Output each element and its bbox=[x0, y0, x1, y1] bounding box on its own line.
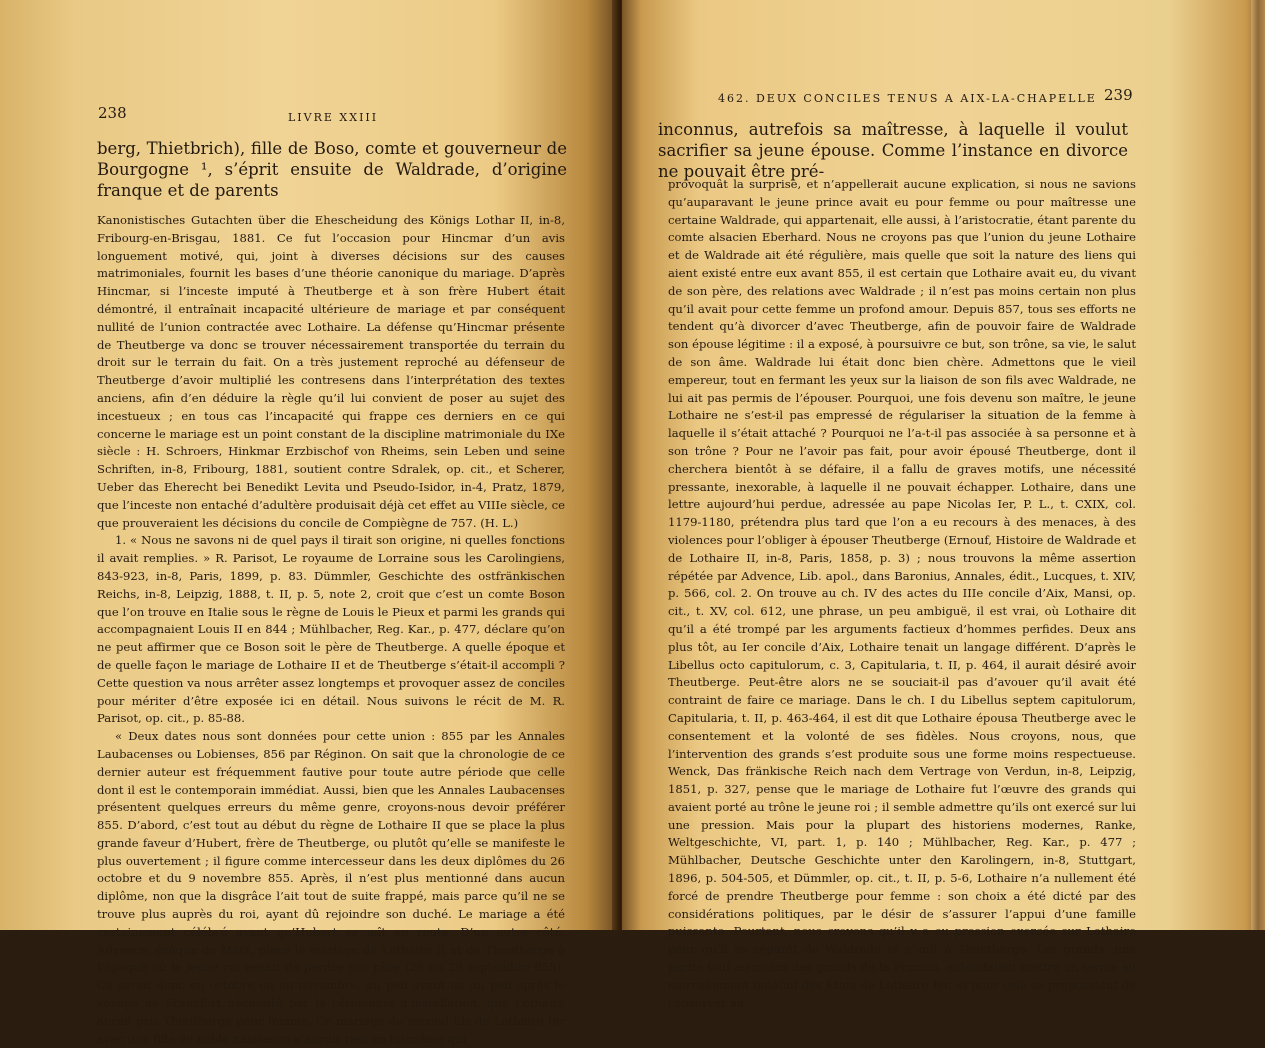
left-page bbox=[0, 0, 618, 1046]
right-running-head: 462. DEUX CONCILES TENUS A AIX-LA-CHAPELLE bbox=[718, 92, 1097, 105]
page-edge bbox=[1251, 0, 1265, 930]
right-main-text: inconnus, autrefois sa maîtresse, à laquelle il voulut sacrifier sa jeune épouse. Comme l’instance en divorce ne pouvait être pré- bbox=[658, 120, 1128, 181]
footnote-1: 1. « Nous ne savons ni de quel pays il tirait son origine, ni quelles fonctions il avait remplies. » R. Parisot, Le royaume de Lorraine sous les Carolingiens, 843-923, in-8, Paris, 1899, p. 83. Dümmler, Geschichte des ostfränkischen Reichs, in-8, Leipzig, 1888, t. II, p. 5, note 2, croit que c’est un comte Boson que l’on trouve en Italie sous le règne de Louis le Pieux et parmi les grands qui accompagnaient Louis II en 844 ; Mühlbacher, Reg. Kar., p. 477, déclare qu’on ne peut affirmer que ce Boson soit le père de Theutberge. A quelle époque et de quelle façon le mariage de Lothaire II et de Theutberge s’était-il accompli ? Cette question va nous arrêter assez longtemps et provoquer assez de conciles pour mériter d’être exposée ici en détail. Nous suivons le récit de M. R. Parisot, op. cit., p. 85-88. bbox=[97, 533, 565, 726]
left-main-text: berg, Thietbrich), fille de Boso, comte et gouverneur de Bourgogne ¹, s’éprit ensuite de Waldrade, d’origine franque et de parents bbox=[97, 139, 567, 200]
footnote-continuation: provoquât la surprise, et n’appellerait aucune explication, si nous ne savions qu’auparavant le jeune prince avait eu pour femme ou pour maîtresse une certaine Waldrade, qui appartenait, elle aussi, à l’aristocratie, étant parente du comte alsacien Eberhard. Nous ne croyons pas que l’union du jeune Lothaire et de Waldrade ait été régulière, mais quelle que soit la nature des liens qui aient existé entre eux avant 855, il est certain que Lothaire avait eu, du vivant de son père, des relations avec Waldrade ; il n’est pas moins certain non plus qu’il avait pour cette femme un profond amour. Depuis 857, tous ses efforts ne tendent qu’à divorcer d’avec Theutberge, afin de pouvoir faire de Waldrade son épouse légitime : il a exposé, à poursuivre ce but, son trône, sa vie, le salut de son âme. Waldrade lui était donc bien chère. Admettons que le vieil empereur, tout en fermant les yeux sur la liaison de son fils avec Waldrade, ne lui ait pas permis de l’épouser. Pourquoi, une fois devenu son maître, le jeune Lothaire ne s’est-il pas empressé de régulariser la situation de la femme à laquelle il s’était attaché ? Pourquoi ne l’a-t-il pas associée à sa personne et à son trône ? Pour ne l’avoir pas fait, pour avoir épousé Theutberge, dont il cherchera bientôt à se défaire, il a fallu de graves motifs, une nécessité pressante, inexorable, à laquelle il ne pouvait échapper. Lothaire, dans une lettre aujourd’hui perdue, adressée au pape Nicolas Ier, P. L., t. CXIX, col. 1179-1180, prétendra plus tard que l’on a eu recours à des menaces, à des violences pour l’obliger à épouser Theutberge (Ernouf, Histoire de Waldrade et de Lothaire II, in-8, Paris, 1858, p. 3) ; nous trouvons la même assertion répétée par Advence, Lib. apol., dans Baronius, Annales, édit., Lucques, t. XIV, p. 566, col. 2. On trouve au ch. IV des actes du IIIe concile d’Aix, Mansi, op. cit., t. XV, col. 612, une phrase, un peu ambiguë, il est vrai, où Lothaire dit qu’il a été trompé par les arguments factieux d’hommes perfides. Deux ans plus tôt, au Ier concile d’Aix, Lothaire tenait un langage différent. D’après le Libellus octo capitulorum, c. 3, Capitularia, t. II, p. 464, il aurait désiré avoir Theutberge. Peut-être alors ne se souciait-il pas d’avouer qu’il avait été contraint de faire ce mariage. Dans le ch. I du Libellus septem capitulorum, Capitularia, t. II, p. 463-464, il est dit que Lothaire épousa Theutberge avec le consentement et la volonté de ses fidèles. Nous croyons, nous, que l’intervention des grands s’est produite sous une forme moins respectueuse. Wenck, Das fränkische Reich nach dem Vertrage von Verdun, in-8, Leipzig, 1851, p. 327, pense que le mariage de Lothaire fut l’œuvre des grands qui avaient porté au trône le jeune roi ; il semble admettre qu’ils ont exercé sur lui une pression. Mais pour la plupart des historiens modernes, Ranke, Weltgeschichte, VI, part. 1, p. 140 ; Mühlbacher, Reg. Kar., p. 477 ; Mühlbacher, Deutsche Geschichte unter den Karolingern, in-8, Stuttgart, 1896, p. 504-505, et Dümmler, op. cit., t. II, p. 5-6, Lothaire n’a nullement été forcé de prendre Theutberge pour femme : son choix a été dicté par des considérations politiques, par le désir de s’assurer l’appui d’une famille puissante. Pourtant, nous croyons qu’il y a eu pression exercée sur Lothaire pour qu’il se séparât de Waldrade et s’unît à Theutberge. Les grands, une partie tout au moins des grands de la Francia, entendaient mettre un terme au morcellement indéfini des États de Lothaire Ier, et pour cela se proposaient de conserver au bbox=[668, 177, 1136, 1010]
left-footnotes bbox=[97, 212, 565, 1048]
right-page-number: 239 bbox=[1104, 86, 1133, 104]
footnote-quote: « Deux dates nous sont données pour cette union : 855 par les Annales Laubacenses ou Lobienses, 856 par Réginon. On sait que la chronologie de ce dernier auteur est fréquemment fautive pour toute autre période que celle dont il est le contemporain immédiat. Aussi, bien que les Annales Laubacenses présentent quelques erreurs du même genre, croyons-nous devoir préférer 855. D’abord, c’est tout au début du règne de Lothaire II que se place la plus grande faveur d’Hubert, frère de Theutberge, ou plutôt qu’elle se manifeste le plus ouvertement ; il figure comme intercesseur dans les deux diplômes du 26 octobre et du 9 novembre 855. Après, il n’est plus mentionné dans aucun diplôme, non que la disgrâce l’ait tout de suite frappé, mais parce qu’il ne se trouve plus auprès du roi, ayant dû rejoindre son duché. Le mariage a été certainement célébré avant qu’Hubert se mît en route. D’un autre côté, Advence, évêque de Metz, place le mariage de Lothaire II et de Theutberge à l’époque où le jeune roi venait de perdre son père (28 ou 29 septembre 855). Ce serait donc en octobre ou en novembre, un peu avant ou un peu après le voyage de Francfort nécessité par la cérémonie d’installation, que Lothaire aurait pris Theutberge pour femme. Ce mariage du second fils de Lothaire Ier avec une fille de noble naissance n’aurait rien en lui-même qui bbox=[97, 729, 565, 1046]
right-footnotes bbox=[668, 176, 1136, 1012]
right-page bbox=[622, 0, 1265, 1010]
left-running-head: LIVRE XXIII bbox=[288, 111, 379, 124]
left-page-number: 238 bbox=[98, 104, 127, 122]
footnote-continuation: Kanonistisches Gutachten über die Ehescheidung des Königs Lothar II, in-8, Fribourg-en-Brisgau, 1881. Ce fut l’occasion pour Hincmar d’un avis longuement motivé, qui, joint à diverses décisions sur des causes matrimoniales, fournit les bases d’une théorie canonique du mariage. D’après Hincmar, si l’inceste imputé à Theutberge et à son frère Hubert était démontré, il entraînait incapacité ultérieure de mariage et par conséquent nullité de l’union contractée avec Lothaire. La défense qu’Hincmar présente de Theutberge va donc se trouver nécessairement transportée du terrain du droit sur le terrain du fait. On a très justement reproché au défenseur de Theutberge d’avoir multiplié les contresens dans l’interprétation des textes anciens, afin d’en déduire la règle qu’il lui convient de poser au sujet des incestueux ; en tous cas l’incapacité qui frappe ces derniers en ce qui concerne le mariage est un point constant de la discipline matrimoniale du IXe siècle : H. Schroers, Hinkmar Erzbischof von Rheims, sein Leben und seine Schriften, in-8, Fribourg, 1881, soutient contre Sdralek, op. cit., et Scherer, Ueber das Eherecht bei Benedikt Levita und Pseudo-Isidor, in-4, Pratz, 1879, que l’inceste non entaché d’adultère produisait déjà cet effet au VIIIe siècle, ce que prouveraient les décisions du concile de Compiègne de 757. (H. L.) bbox=[97, 213, 565, 530]
